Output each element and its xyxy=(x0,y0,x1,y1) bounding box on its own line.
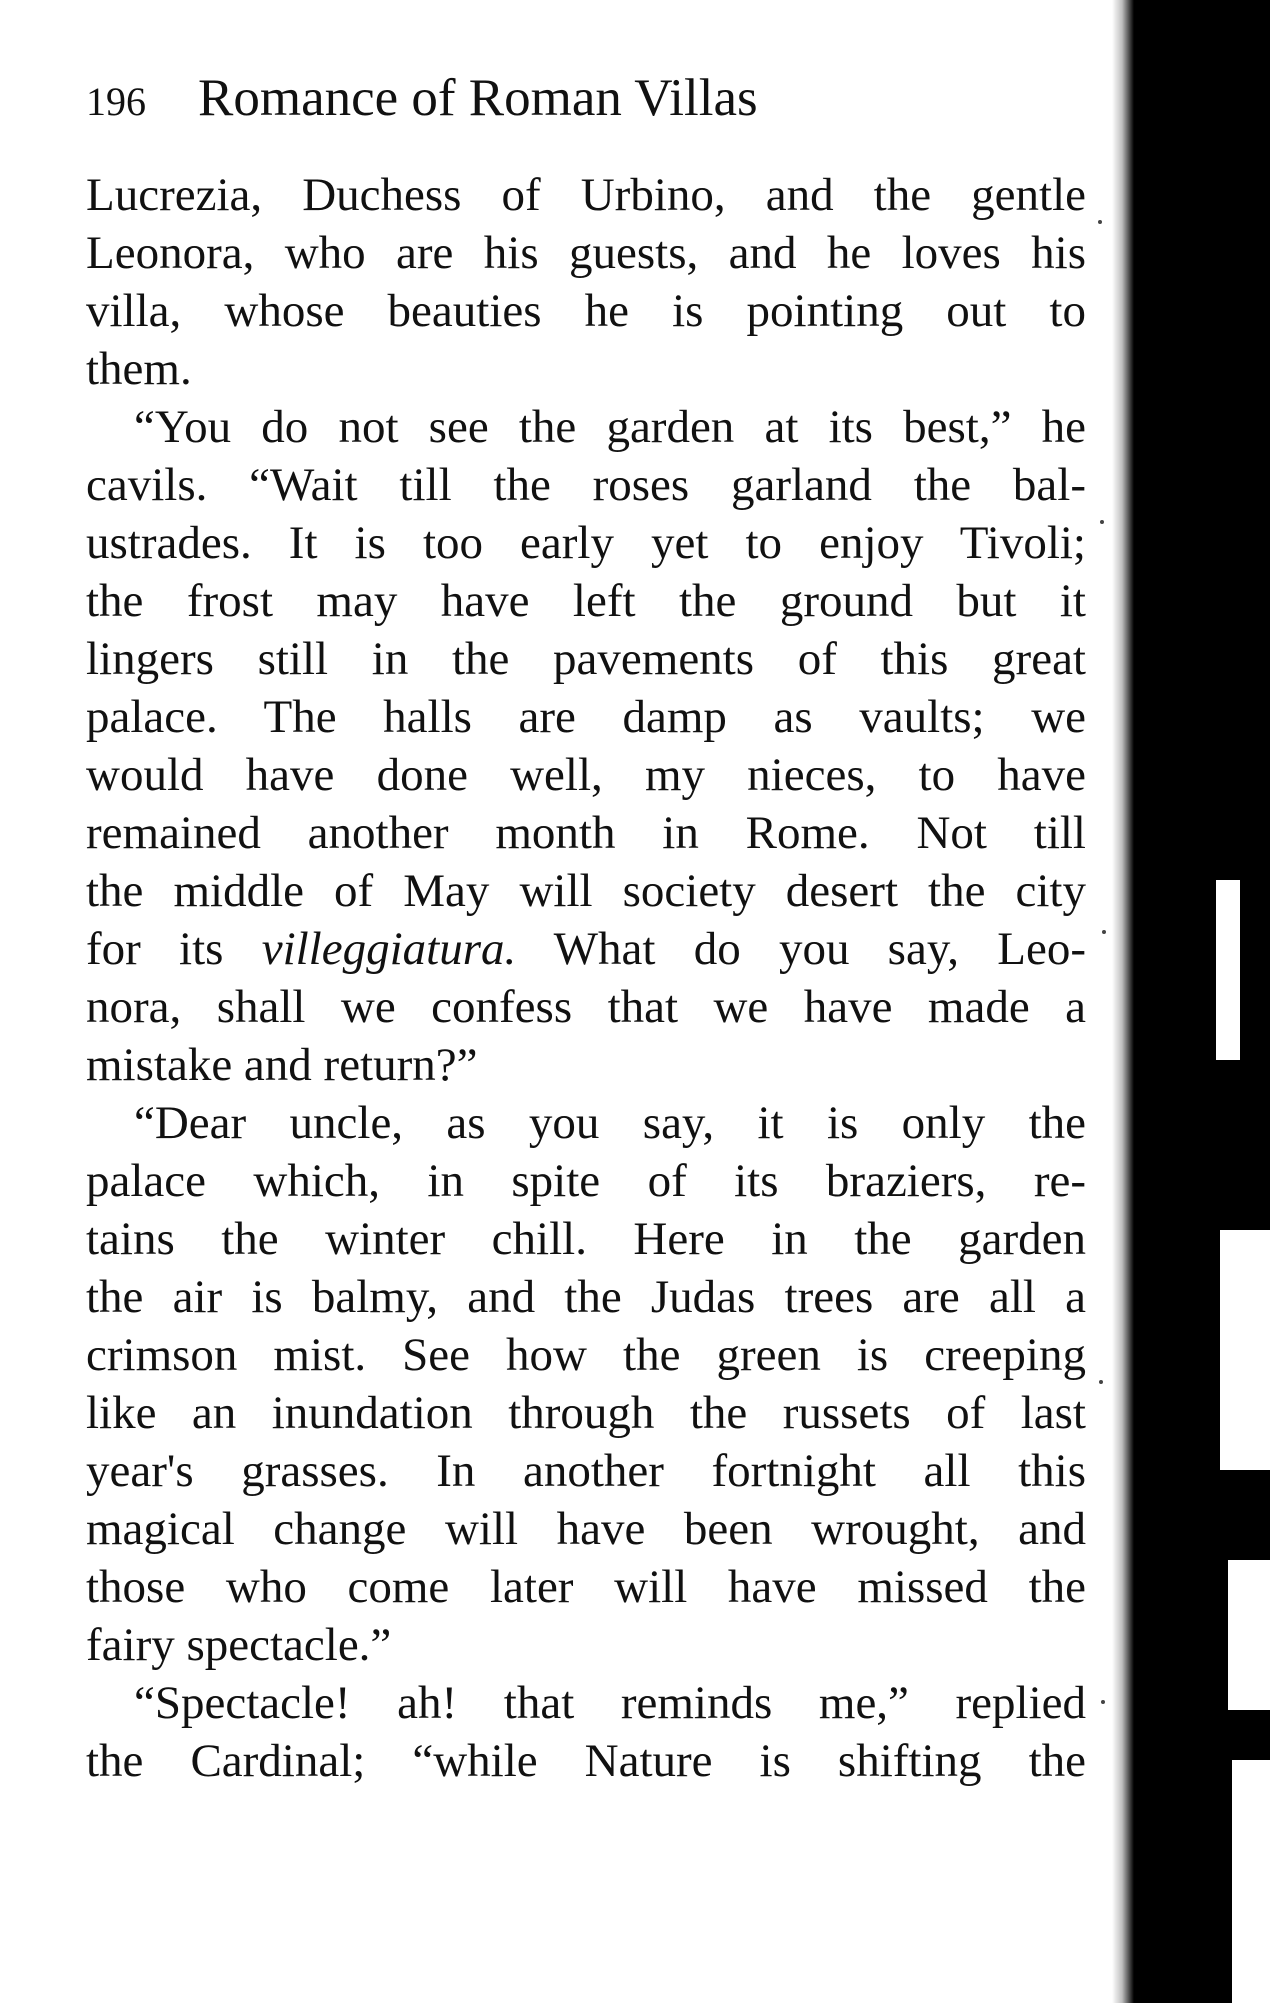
text-line: palace. The halls are damp as vaults; we xyxy=(86,691,1086,743)
text-line: lingers still in the pavements of this great xyxy=(86,633,1086,685)
gutter-speck xyxy=(1100,520,1104,524)
edge-notch xyxy=(1216,880,1240,1060)
gutter-speck xyxy=(1101,1700,1105,1704)
text-line: “Dear uncle, as you say, it is only the xyxy=(134,1097,1086,1149)
italic-term: villeggiatura. xyxy=(261,923,517,975)
page-header xyxy=(86,58,1086,138)
text-line: the middle of May will society desert the city xyxy=(86,865,1086,917)
page-number: 196 xyxy=(86,79,146,124)
text-line: year's grasses. In another fortnight all this xyxy=(86,1445,1086,1497)
text-line: “Spectacle! ah! that reminds me,” replied xyxy=(134,1677,1086,1729)
text-line: mistake and return?” xyxy=(86,1039,478,1091)
edge-notch xyxy=(1228,1560,1270,1710)
text-line: those who come later will have missed the xyxy=(86,1561,1086,1613)
text-line: remained another month in Rome. Not till xyxy=(86,807,1086,859)
text-line: the frost may have left the ground but it xyxy=(86,575,1086,627)
text-line: “You do not see the garden at its best,” he xyxy=(134,401,1086,453)
edge-notch xyxy=(1220,1230,1270,1470)
text-line: cavils. “Wait till the roses garland the bal- xyxy=(86,459,1086,511)
text-line: like an inundation through the russets of last xyxy=(86,1387,1086,1439)
text-line: palace which, in spite of its braziers, re- xyxy=(86,1155,1086,1207)
text-line: would have done well, my nieces, to have xyxy=(86,749,1086,801)
text-line: nora, shall we confess that we have made a xyxy=(86,981,1086,1033)
text-line: Leonora, who are his guests, and he loves his xyxy=(86,227,1086,279)
running-title: Romance of Roman Villas xyxy=(198,69,758,127)
text-segment: What do you say, Leo- xyxy=(553,923,1086,975)
text-segment: for its xyxy=(86,923,224,975)
text-line: the air is balmy, and the Judas trees are all a xyxy=(86,1271,1086,1323)
body-text xyxy=(86,166,1086,1790)
gutter-speck xyxy=(1098,220,1102,224)
text-line: magical change will have been wrought, and xyxy=(86,1503,1086,1555)
text-line: them. xyxy=(86,343,192,395)
text-line: the Cardinal; “while Nature is shifting the xyxy=(86,1735,1086,1787)
edge-notch xyxy=(1232,1760,1270,2003)
gutter-speck xyxy=(1099,1380,1103,1384)
gutter-speck xyxy=(1102,930,1106,934)
text-line: crimson mist. See how the green is creeping xyxy=(86,1329,1086,1381)
text-line-italic xyxy=(86,920,1086,978)
text-line: tains the winter chill. Here in the garden xyxy=(86,1213,1086,1265)
text-line: fairy spectacle.” xyxy=(86,1619,392,1671)
text-line: villa, whose beauties he is pointing out to xyxy=(86,285,1086,337)
text-line: Lucrezia, Duchess of Urbino, and the gentle xyxy=(86,169,1086,221)
text-line: ustrades. It is too early yet to enjoy Tivoli; xyxy=(86,517,1086,569)
